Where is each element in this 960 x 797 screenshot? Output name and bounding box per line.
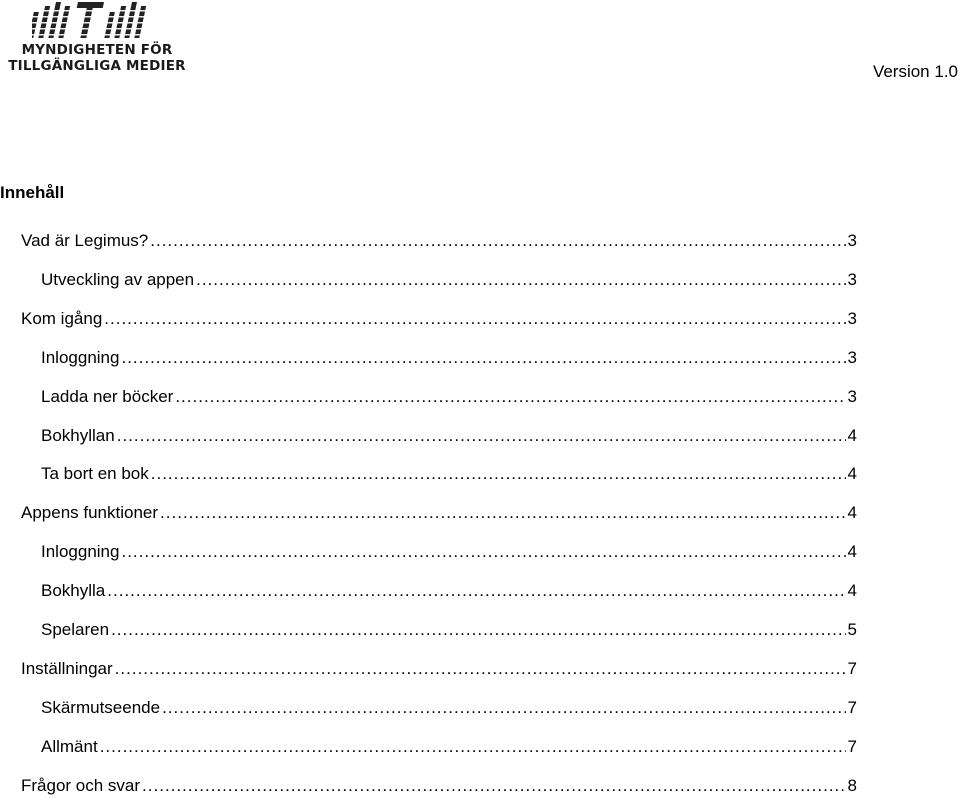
toc-entry-title: Ladda ner böcker (41, 387, 174, 406)
toc-entry[interactable] (41, 736, 857, 758)
toc-entry[interactable] (41, 580, 857, 602)
toc-entry-title: Ta bort en bok (41, 464, 149, 483)
toc-dot-leader (107, 580, 845, 602)
toc-entry-title: Frågor och svar (21, 776, 141, 795)
toc-entry[interactable] (21, 775, 857, 797)
toc-entry-page-number: 4 (847, 542, 857, 561)
toc-entry-title: Inloggning (41, 542, 120, 561)
toc-dot-leader (175, 386, 845, 408)
toc-entry[interactable] (41, 697, 857, 719)
toc-entry[interactable] (21, 502, 857, 524)
toc-entry-page-number: 4 (847, 464, 857, 483)
mtm-logo-mark (32, 2, 162, 40)
toc-entry-title: Allmänt (41, 737, 98, 756)
toc-entry-page-number: 5 (847, 620, 857, 639)
toc-entry[interactable] (41, 386, 857, 408)
toc-entry-page-number: 7 (847, 659, 857, 678)
toc-entry[interactable] (41, 347, 857, 369)
toc-entry[interactable] (41, 269, 857, 291)
toc-entry[interactable] (21, 230, 857, 252)
toc-entry-page-number: 8 (847, 776, 857, 795)
toc-entry-page-number: 4 (847, 581, 857, 600)
toc-dot-leader (196, 269, 845, 291)
toc-entry-page-number: 3 (847, 270, 857, 289)
toc-dot-leader (160, 502, 845, 524)
toc-entry[interactable] (41, 463, 857, 485)
toc-entry-page-number: 7 (847, 698, 857, 717)
toc-dot-leader (151, 463, 846, 485)
document-version: Version 1.0 (872, 62, 958, 81)
toc-dot-leader (162, 697, 845, 719)
toc-entry[interactable] (41, 541, 857, 563)
logo-wordmark (4, 42, 190, 74)
toc-dot-leader (111, 619, 845, 641)
toc-entry-page-number: 3 (847, 348, 857, 367)
toc-dot-leader (100, 736, 846, 758)
toc-dot-leader (142, 775, 845, 797)
toc-entry-page-number: 3 (847, 231, 857, 250)
toc-entry-title: Inloggning (41, 348, 120, 367)
toc-entry-page-number: 7 (847, 737, 857, 756)
toc-entry-title: Appens funktioner (21, 503, 159, 522)
toc-entry-page-number: 3 (847, 387, 857, 406)
toc-dot-leader (121, 541, 845, 563)
mtm-logo (4, 2, 190, 82)
toc-entry-title: Bokhyllan (41, 426, 115, 445)
toc-entry[interactable] (21, 658, 857, 680)
toc-entry-title: Skärmutseende (41, 698, 161, 717)
logo-line-2: TILLGÄNGLIGA MEDIER (8, 58, 186, 74)
toc-entry-title: Bokhylla (41, 581, 106, 600)
toc-entry-title: Vad är Legimus? (21, 231, 149, 250)
toc-entry-title: Kom igång (21, 309, 103, 328)
logo-line-1: MYNDIGHETEN FÖR (21, 42, 173, 58)
toc-entry[interactable] (21, 308, 857, 330)
toc-dot-leader (104, 308, 845, 330)
toc-entry-title: Utveckling av appen (41, 270, 195, 289)
toc-dot-leader (115, 658, 846, 680)
toc-entry-title: Spelaren (41, 620, 110, 639)
toc-entry[interactable] (41, 619, 857, 641)
toc-heading: Innehåll (0, 183, 65, 202)
toc-entry[interactable] (41, 425, 857, 447)
toc-entry-page-number: 4 (847, 503, 857, 522)
toc-dot-leader (150, 230, 845, 252)
toc-entry-page-number: 3 (847, 309, 857, 328)
toc-dot-leader (121, 347, 845, 369)
toc-entry-title: Inställningar (21, 659, 113, 678)
toc-dot-leader (117, 425, 846, 447)
toc-entry-page-number: 4 (847, 426, 857, 445)
